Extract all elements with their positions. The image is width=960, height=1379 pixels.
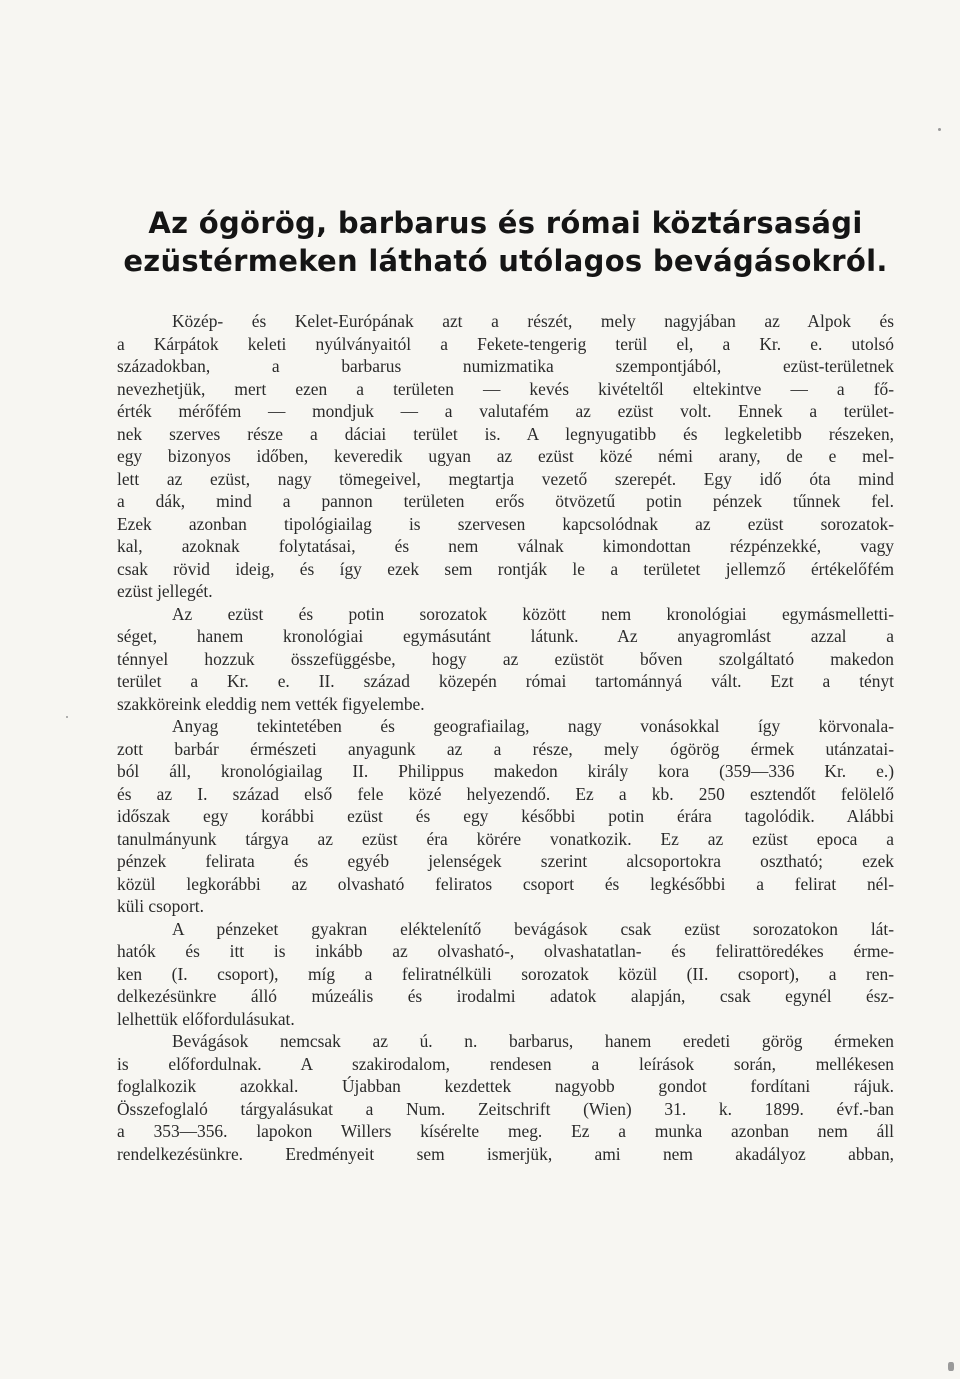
text-line: szakköreink eleddig nem vették figyelembe. [117,693,425,714]
paragraph [117,1030,894,1165]
title-line-2: ezüstérmeken látható utólagos bevágásokról. [123,244,888,278]
paragraph [117,918,894,1031]
text-line: rendelkezésünkre. Eredményeit sem ismerjük, ami nem akadályoz abban, [117,1143,894,1164]
text-line: zott barbár érmészeti anyagunk az a része, mely ógörög érmek utánzatai- [117,738,894,759]
text-line: Az ezüst és potin sorozatok között nem kronológiai egymásmelletti- [172,603,894,624]
paragraph [117,603,894,716]
text-line: lett az ezüst, nagy tömegeivel, megtartja vezető szerepét. Egy idő óta mind [117,468,894,489]
text-line: érték mérőfém — mondjuk — a valutafém az ezüst volt. Ennek a terület- [117,401,894,421]
text-line: Ezek azonban tipológiailag is szervesen kapcsolódnak az ezüst sorozatok- [117,513,894,534]
text-line: séget, hanem kronológiai egymásutánt látunk. Az anyagromlást azzal a [117,626,894,646]
text-line: küli csoport. [117,896,204,916]
paper-speck [948,1362,954,1371]
paper-speck [66,716,68,718]
text-line: időszak egy korábbi ezüst és egy későbbi potin érára tagolódik. Alábbi [117,806,894,826]
paragraph [117,715,894,918]
text-line: delkezésünkre álló múzeális és irodalmi adatok alapján, csak egynél ész- [117,986,894,1006]
text-line: terület a Kr. e. II. század közepén római tartománnyá vált. Ezt a tényt [117,671,894,691]
text-line: lelhettük előfordulásukat. [117,1008,295,1029]
title-line-1: Az ógörög, barbarus és római köztársasági [148,206,863,240]
text-line: kal, azoknak folytatásai, és nem válnak kimondottan rézpénzekké, vagy [117,536,894,556]
text-line: és az I. század első fele közé helyezendő. Ez a kb. 250 esztendőt felölelő [117,783,894,804]
text-line: hatók és itt is inkább az olvasható-, olvashatatlan- és felirattöredékes érme- [117,941,894,961]
text-line: nevezhetjük, mert ezen a területen — kevés kivételtől eltekintve — a fő- [117,378,894,399]
text-line: csak rövid ideig, és így ezek sem rontják le a területet jellemző értékelőfém [117,558,894,579]
text-line: A pénzeket gyakran eléktelenítő bevágások csak ezüst sorozatokon lát- [172,918,894,939]
text-line: is előfordulnak. A szakirodalom, rendesen a leírások során, mellékesen [117,1053,894,1074]
article-title [117,204,894,280]
text-line: Anyag tekintetében és geografiailag, nagy vonásokkal így körvonala- [172,716,894,736]
article-body [117,310,894,1165]
text-line: Közép- és Kelet-Európának azt a részét, mely nagyjában az Alpok és [172,311,894,331]
paper-speck [938,128,941,131]
paragraph [117,310,894,603]
text-line: ken (I. csoport), míg a feliratnélküli sorozatok közül (II. csoport), a ren- [117,963,894,984]
text-line: a Kárpátok keleti nyúlványaitól a Fekete-tengerig terül el, a Kr. e. utolsó [117,333,894,354]
text-line: közül legkorábbi az olvasható feliratos csoport és legkésőbbi a felirat nél- [117,873,894,894]
text-line: nek szerves része a dáciai terület is. A legnyugatibb és legkeletibb részeken, [117,423,894,444]
text-line: Bevágások nemcsak az ú. n. barbarus, hanem eredeti görög érmeken [172,1031,894,1051]
text-line: tanulmányunk tárgya az ezüst éra körére vonatkozik. Ez az ezüst epoca a [117,828,894,849]
text-line: pénzek felirata és egyéb jelenségek szerint alcsoportokra osztható; ezek [117,851,894,871]
text-line: ténnyel hozzuk összefüggésbe, hogy az ezüstöt bőven szolgáltató makedon [117,648,894,669]
text-line: Összefoglaló tárgyalásukat a Num. Zeitschrift (Wien) 31. k. 1899. évf.-ban [117,1098,894,1119]
text-line: ból áll, kronológiailag II. Philippus makedon király kora (359—336 Kr. e.) [117,761,894,781]
text-line: századokban, a barbarus numizmatika szempontjából, ezüst-területnek [117,356,894,376]
text-line: egy bizonyos időben, keveredik ugyan az ezüst közé némi arany, de e mel- [117,446,894,466]
text-line: foglalkozik azokkal. Újabban kezdettek nagyobb gondot fordítani rájuk. [117,1076,894,1096]
text-line: ezüst jellegét. [117,581,213,601]
text-line: a dák, mind a pannon területen erős ötvözetű potin pénzek tűnnek fel. [117,491,894,511]
text-line: a 353—356. lapokon Willers kísérelte meg. Ez a munka azonban nem áll [117,1121,894,1141]
